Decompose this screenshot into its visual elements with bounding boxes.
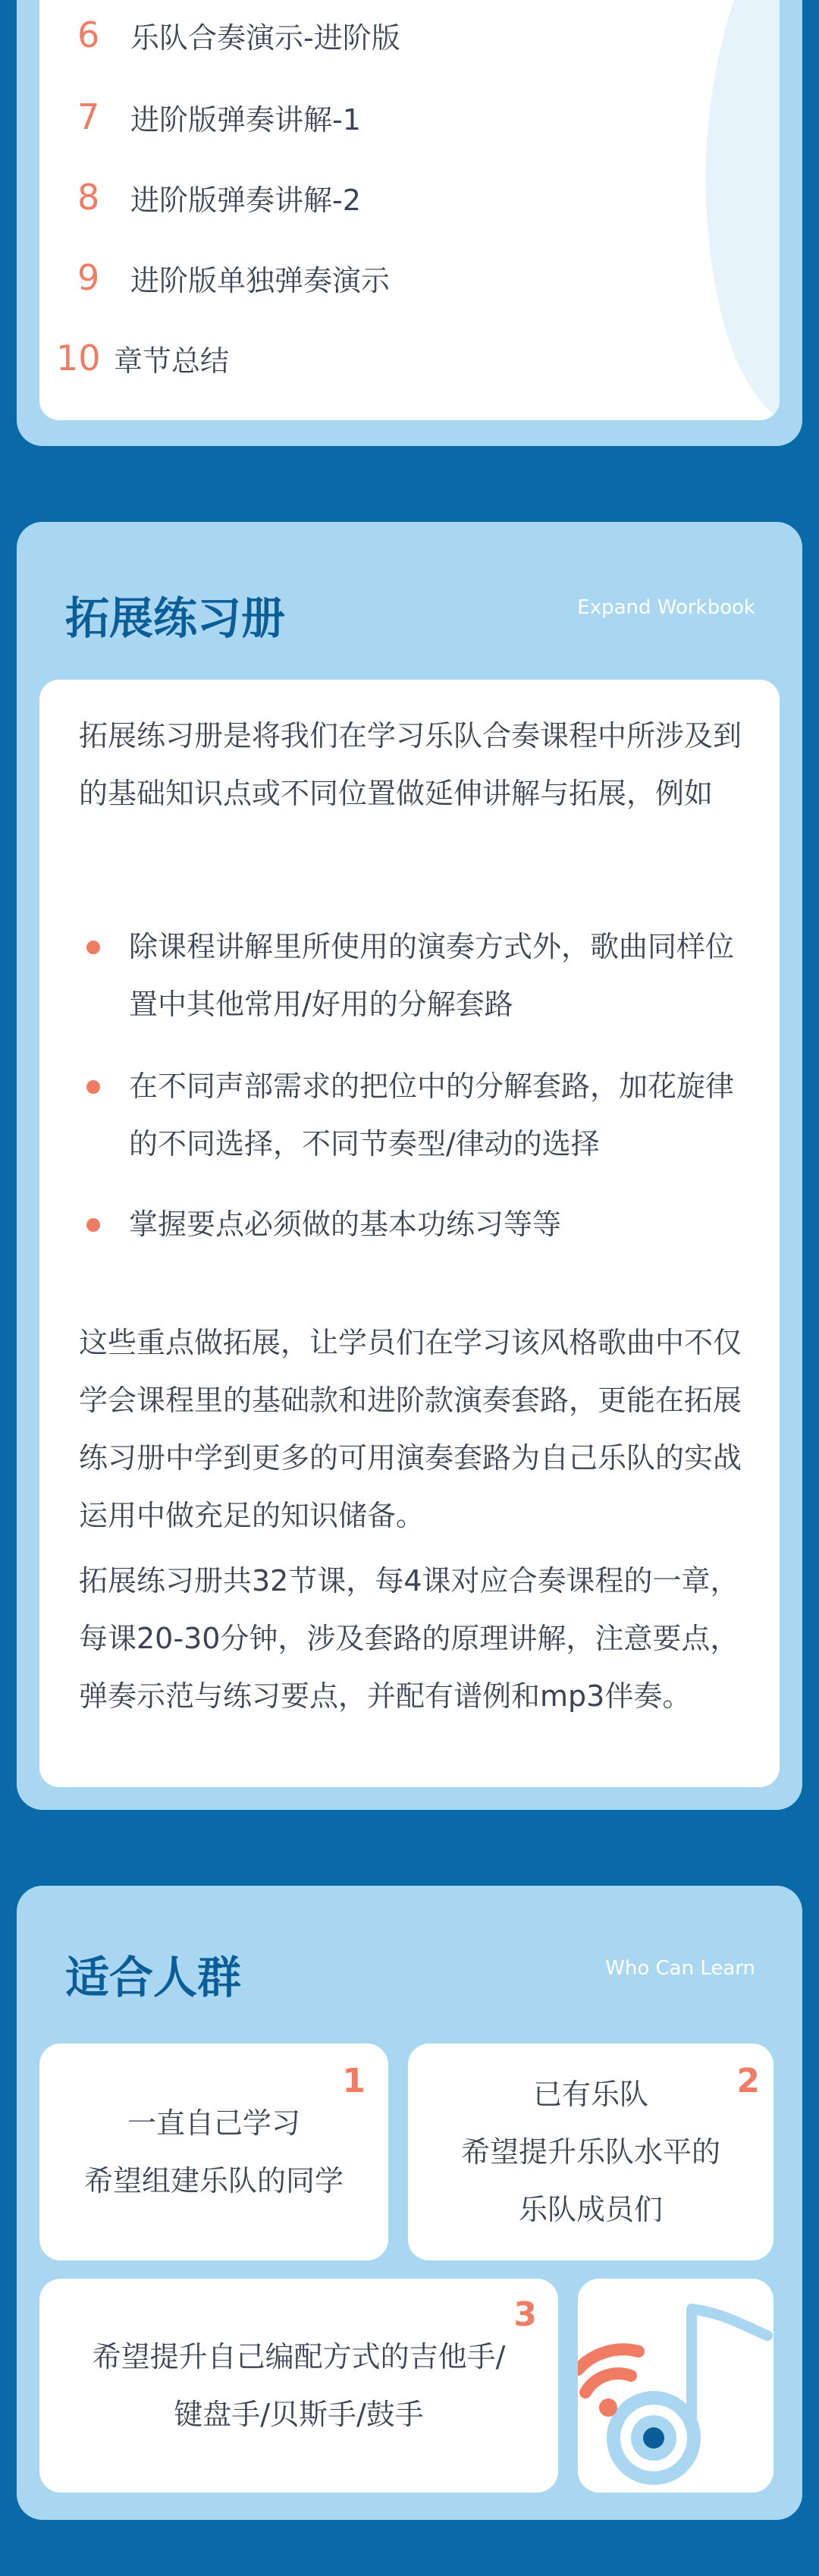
audience-number: 3 — [513, 2295, 537, 2334]
audience-line: 一直自己学习 — [127, 2106, 300, 2140]
bullet-text: 掌握要点必须做的基本功练习等等 — [129, 1208, 562, 1241]
chapter-item[interactable] — [77, 12, 400, 58]
workbook-subtitle-en: Expand Workbook — [577, 596, 755, 619]
audience-item — [408, 2044, 774, 2260]
workbook-bullet — [79, 918, 746, 1033]
audience-line: 键盘手/贝斯手/鼓手 — [174, 2398, 424, 2431]
audience-item — [39, 2044, 388, 2260]
chapter-title: 进阶版弹奏讲解-2 — [130, 183, 361, 217]
chapter-item[interactable] — [77, 174, 361, 220]
audience-line: 希望组建乐队的同学 — [83, 2164, 344, 2197]
bullet-text: 除课程讲解里所使用的演奏方式外，歌曲同样位置中其他常用/好用的分解套路 — [129, 930, 735, 1021]
audience-line: 希望提升乐队水平的 — [460, 2135, 720, 2169]
audience-card — [17, 1886, 802, 2520]
audience-number: 1 — [342, 2062, 366, 2100]
chapter-title: 进阶版单独弹奏演示 — [130, 263, 391, 297]
audience-title: 适合人群 — [65, 1952, 242, 2003]
audience-line: 乐队成员们 — [518, 2193, 663, 2226]
chapter-number: 6 — [77, 14, 100, 55]
chapter-number: 7 — [77, 96, 100, 137]
chapter-number: 8 — [77, 177, 100, 218]
workbook-panel — [39, 680, 780, 1787]
bullet-text: 在不同声部需求的把位中的分解套路，加花旋律的不同选择，不同节奏型/律动的选择 — [129, 1070, 735, 1161]
chapter-item[interactable] — [77, 255, 390, 300]
audience-line: 希望提升自己编配方式的吉他手/ — [92, 2340, 506, 2373]
music-note-illustration — [578, 2279, 774, 2493]
chapter-item[interactable] — [77, 94, 361, 140]
decorative-wave — [689, 0, 780, 420]
workbook-card — [17, 522, 802, 1810]
chapter-list-panel — [39, 0, 780, 420]
workbook-title: 拓展练习册 — [65, 592, 286, 644]
audience-subtitle-en: Who Can Learn — [605, 1957, 755, 1980]
workbook-paragraph-3: 拓展练习册共32节课，每4课对应合奏课程的一章，每课20-30分钟，涉及套路的原理讲解，注意要点，弹奏示范与练习要点，并配有谱例和mp3伴奏。 — [79, 1564, 739, 1713]
chapter-title: 乐队合奏演示-进阶版 — [130, 20, 400, 55]
chapter-list-card — [17, 0, 802, 446]
chapter-item[interactable] — [56, 335, 229, 381]
workbook-intro: 拓展练习册是将我们在学习乐队合奏课程中所涉及到的基础知识点或不同位置做延伸讲解与拓展，例如 — [79, 719, 742, 810]
bullet-dot-icon — [86, 1080, 100, 1094]
bullet-dot-icon — [86, 941, 100, 954]
music-note-icon — [578, 2279, 774, 2493]
bullet-dot-icon — [86, 1218, 100, 1232]
workbook-bullet — [79, 1195, 746, 1253]
workbook-paragraph-2: 这些重点做拓展，让学员们在学习该风格歌曲中不仅学会课程里的基础款和进阶款演奏套路，更能在拓展练习册中学到更多的可用演奏套路为自己乐队的实战运用中做充足的知识储备。 — [79, 1326, 742, 1532]
chapter-title: 章节总结 — [114, 344, 230, 378]
chapter-number: 9 — [77, 257, 100, 298]
audience-line: 已有乐队 — [532, 2078, 648, 2111]
audience-number: 2 — [736, 2062, 760, 2100]
chapter-title: 进阶版弹奏讲解-1 — [130, 102, 361, 137]
workbook-bullet — [79, 1057, 746, 1173]
audience-item — [39, 2279, 558, 2493]
chapter-number: 10 — [56, 338, 101, 379]
